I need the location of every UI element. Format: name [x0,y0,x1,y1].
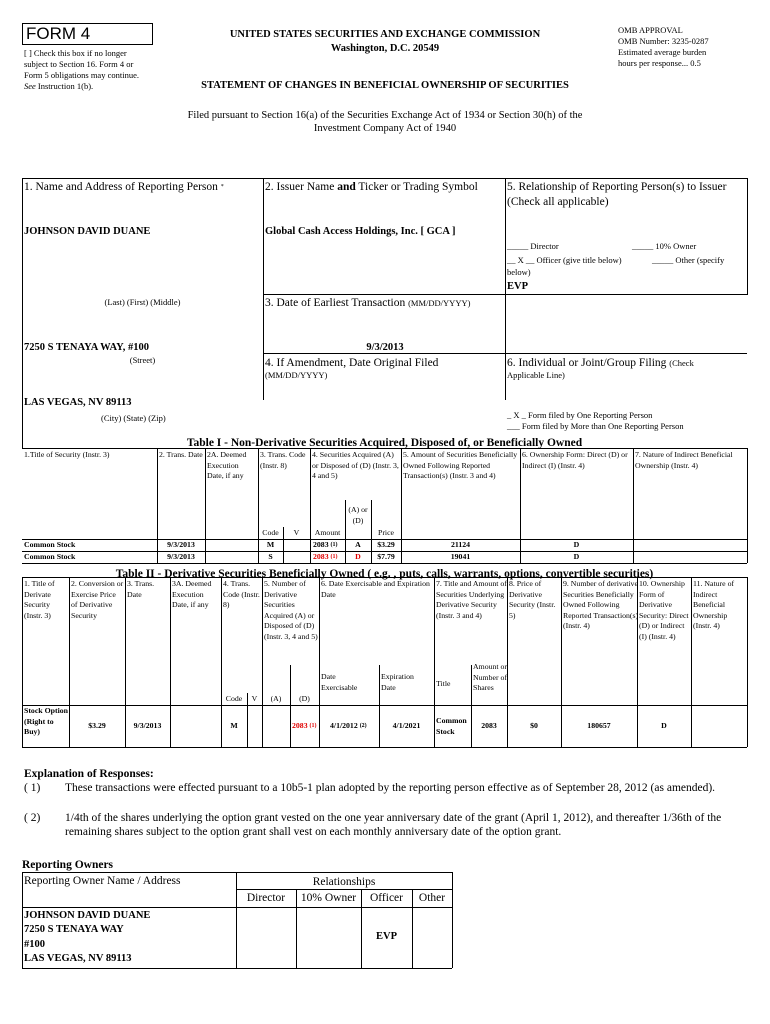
name-caption: (Last) (First) (Middle) [104,297,181,307]
filed-pursuant-1: Filed pursuant to Section 16(a) of the Securities Exchange Act of 1934 or Section 30(h) of the [187,110,583,121]
t2-sub-code: Code [225,694,243,703]
t1-row-price: $3.29 [377,540,395,549]
t2-row-price: $0 [530,721,538,730]
box5-sublabel: (Check all applicable) [507,196,609,208]
t2-row-owned: 180657 [587,721,611,730]
relationship-other[interactable]: _____ Other (specify [652,255,725,265]
t2-row-date: 9/3/2013 [133,721,162,730]
t2-col-form: 10. Ownership Form of Derivative Security: Direct (D) or Indirect (I) (Instr. 4) [639,579,689,641]
t1-col-form: 6. Ownership Form: Direct (D) or Indirect (I) (Instr. 4) [522,450,628,470]
t1-sub-price: Price [377,528,395,537]
box4-format: (MM/DD/YYYY) [265,370,328,380]
box6-applicable: Applicable Line) [507,370,565,380]
t1-col-date: 2. Trans. Date [159,450,203,459]
earliest-transaction-date: 9/3/2013 [366,342,404,353]
owner-street: 7250 S TENAYA WAY [24,924,124,935]
t2-col-exercisable: 6. Date Exercisable and Expiration Date [321,579,430,599]
reporting-person-name: JOHNSON DAVID DUANE [24,226,151,237]
t1-row-amount: 2083 $^{(1)}$ [313,552,338,561]
footnote-2: 1/4th of the shares underlying the option grant vested on the one year anniversary date of the grant (April 1, 2012), and thereafter 1/36th of the remaining shares subject to the option grant shall vest on each monthly anniversary date of the option grant. [65,812,722,838]
form-title: FORM 4 [26,24,91,43]
t1-col-securities: 4. Securities Acquired (A) or Disposed of (D) (Instr. 3, 4 and 5) [312,450,399,481]
relationship-director[interactable]: _____ Director [507,241,559,251]
t1-col-nature: 7. Nature of Indirect Beneficial Ownership (Instr. 4) [635,450,733,470]
owners-col-relationships: Relationships [312,876,376,888]
t1-row-date: 9/3/2013 [167,540,195,549]
t2-col-owned: 9. Number of derivative Securities Beneficially Owned Following Reported Transaction(s) (Instr. 4) [563,579,639,631]
footnote-1-mark: ( 1) [24,782,41,794]
owner-officer-title: EVP [376,931,397,942]
t2-col-underlying: 7. Title and Amount of Securities Underlying Derivative Security (Instr. 3 and 4) [436,579,507,620]
t1-row-owned: 21124 [450,540,471,549]
t2-sub-exercisable: Date Exercisable [321,672,358,692]
omb-number: OMB Number: 3235-0287 [618,36,709,46]
filed-pursuant-2: Investment Company Act of 1940 [313,123,457,134]
t1-row-form: D [573,552,580,561]
t2-col-deemed: 3A. Deemed Execution Date, if any [172,579,212,610]
t2-col-number: 5. Number of Derivative Securities Acquired (A) or Disposed of (D) (Instr. 3, 4 and 5) [264,579,318,641]
t1-col-code: 3. Trans. Code (Instr. 8) [260,450,306,470]
t2-col-conversion: 2. Conversion or Exercise Price of Derivative Security [71,579,124,620]
t2-sub-expiration: Expiration Date [381,672,414,692]
t1-col-title: 1.Title of Security (Instr. 3) [24,450,110,459]
owners-heading: Reporting Owners [22,859,114,871]
relationship-officer[interactable]: __ X __ Officer (give title below) [507,255,622,265]
statement-title: STATEMENT OF CHANGES IN BENEFICIAL OWNERSHIP OF SECURITIES [201,80,569,91]
t1-row-form: D [573,540,580,549]
t1-sub-code: Code [262,528,279,537]
checkbox-see: See [24,81,36,91]
footnote-2-mark: ( 2) [24,812,41,824]
filing-one-person[interactable]: _ X _ Form filed by One Reporting Person [507,410,653,420]
t2-col-title: 1. Title of Derivate Security (Instr. 3) [24,579,55,620]
t2-row-form: D [661,721,667,730]
owner-suite: #100 [24,939,45,950]
table-row: Common Stock [24,552,76,561]
t1-row-owned: 19041 [450,552,471,561]
t2-sub-d: (D) [299,694,310,703]
relationship-10pct-owner[interactable]: _____ 10% Owner [632,241,697,251]
t1-col-owned: 5. Amount of Securities Beneficially Owned Following Reported Transaction(s) (Instr. 3 and 4) [403,450,518,481]
owners-col-officer: Officer [370,892,403,904]
checkbox-instruction: Instruction 1(b). [37,81,94,91]
t1-row-price: $7.79 [377,552,395,561]
owners-col-10pct: 10% Owner [300,892,357,904]
reporting-street: 7250 S TENAYA WAY, #100 [24,342,149,353]
reporting-city: LAS VEGAS, NV 89113 [24,397,132,408]
t1-row-ad: D [355,552,361,561]
table2-title: Table II - Derivative Securities Beneficially Owned ( e.g. , puts, calls, warrants, options, convertible securities) [115,568,654,580]
owner-city: LAS VEGAS, NV 89113 [24,953,132,964]
t1-col-deemed: 2A. Deemed Execution Date, if any [207,450,247,481]
t1-sub-amount: Amount [314,528,341,537]
owners-col-name: Reporting Owner Name / Address [24,875,181,887]
t1-row-amount: 2083 $^{(1)}$ [313,540,338,549]
explanation-heading: Explanation of Responses: [24,768,154,780]
t2-col-code: 4. Trans. Code (Instr. 8) [223,579,260,610]
t2-row-underlying-amount: 2083 [481,721,497,730]
omb-approval: OMB APPROVAL [618,25,683,35]
owner-name: JOHNSON DAVID DUANE [24,910,151,921]
box4-label: 4. If Amendment, Date Original Filed [265,357,439,369]
relationship-below: below) [507,267,531,277]
checkbox-text: [ ] Check this box if no longer subject to Section 16. Form 4 or Form 5 obligations may continue. [24,48,139,80]
omb-hours: hours per response... 0.5 [618,58,701,68]
box5-label: 5. Relationship of Reporting Person(s) to Issuer [507,181,727,193]
owners-col-director: Director [246,892,286,904]
table-row: Common Stock [24,540,76,549]
t1-row-code: M [266,540,275,549]
t1-sub-v: V [293,528,300,537]
t2-row-code: M [230,721,238,730]
footnote-1: These transactions were effected pursuant to a 10b5-1 plan adopted by the reporting person effective as of September 28, 2012 (as amended). [65,782,716,794]
sec-title: UNITED STATES SECURITIES AND EXCHANGE COMMISSION [229,29,541,40]
table-row: Stock Option (Right to Buy) [24,706,68,737]
t2-row-expiration: 4/1/2021 [392,721,421,730]
box6-label: 6. Individual or Joint/Group Filing (Check [507,357,694,369]
t2-row-conversion: $3.29 [88,721,106,730]
omb-burden: Estimated average burden [618,47,707,57]
t1-row-ad: A [355,540,361,549]
box2-label: 2. Issuer Name and Ticker or Trading Symbol [265,181,478,193]
filing-more-persons[interactable]: ___ Form filed by More than One Reporting Person [507,421,684,431]
city-caption: (City) (State) (Zip) [101,413,166,423]
issuer-name: Global Cash Access Holdings, Inc. [ GCA ] [265,226,456,237]
t2-col-date: 3. Trans. Date [127,579,155,599]
officer-title: EVP [507,281,528,292]
t2-sub-title: Title [436,679,451,688]
reporting-person-mark: * [220,184,224,190]
owners-col-other: Other [418,892,446,904]
t2-sub-amount: Amount or Number of Shares [473,662,508,693]
no-longer-subject-checkbox[interactable] [24,48,152,92]
sec-location: Washington, D.C. 20549 [330,43,440,54]
t2-row-exercisable: 4/1/2012 $^{(2)}$ [330,721,367,730]
t2-sub-a: (A) [270,694,282,703]
t1-sub-ad: (A) or (D) [348,505,368,525]
box3-label: 3. Date of Earliest Transaction (MM/DD/YYYY) [265,297,471,309]
t2-row-disposed: 2083 $^{(1)}$ [292,721,317,730]
street-caption: (Street) [129,355,156,365]
t1-row-date: 9/3/2013 [167,552,195,561]
t1-row-code: S [268,552,273,561]
table1-title: Table I - Non-Derivative Securities Acquired, Disposed of, or Beneficially Owned [186,437,583,449]
t2-col-nature: 11. Nature of Indirect Beneficial Ownership (Instr. 4) [693,579,735,631]
t2-row-underlying-title: Common Stock [436,716,467,736]
t2-sub-v: V [251,694,258,703]
box1-label: 1. Name and Address of Reporting Person * [24,181,224,193]
t2-col-price: 8. Price of Derivative Security (Instr. 5) [509,579,556,620]
